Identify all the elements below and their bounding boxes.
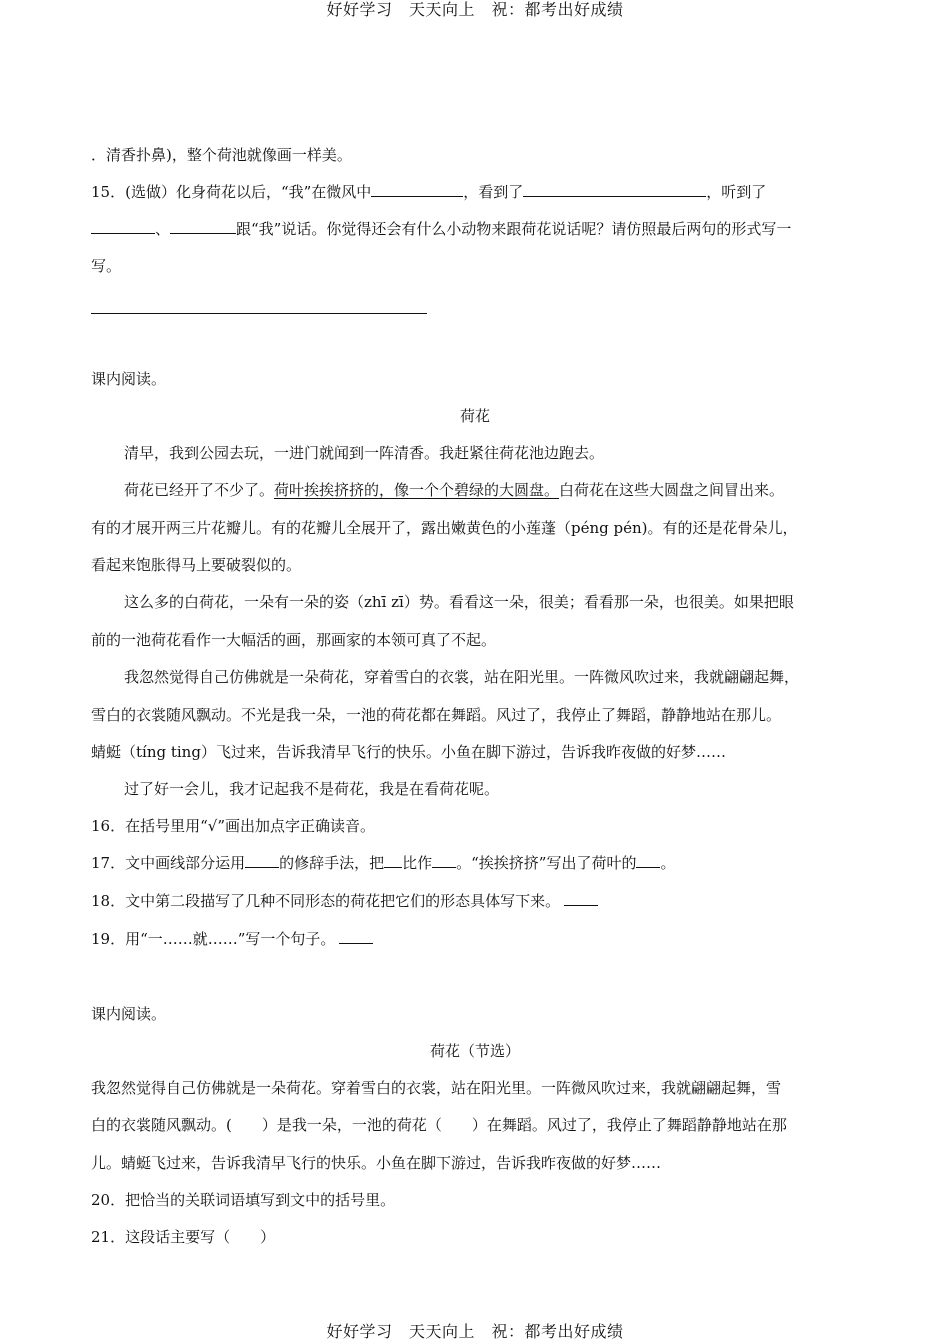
question-18 (91, 891, 871, 911)
q17-text: 的修辞手法，把 (279, 854, 385, 872)
question-21: 21．这段话主要写（ ） (91, 1228, 276, 1246)
passage-line: 清早，我到公园去玩，一进门就闻到一阵清香。我赶紧往荷花池边跑去。 (124, 444, 605, 462)
passage-text: 白荷花在这些大圆盘之间冒出来。 (559, 481, 785, 499)
question-15 (91, 182, 871, 202)
question-19 (91, 929, 871, 949)
answer-blank[interactable] (371, 182, 463, 197)
q19-text: 19．用“一……就……”写一个句子。 (91, 930, 336, 948)
q17-text: 。“挨挨挤挤”写出了荷叶的 (456, 854, 637, 872)
passage-line: 有的才展开两三片花瓣儿。有的花瓣儿全展开了，露出嫩黄色的小莲蓬（péng pén)。有的还是花骨朵儿， (91, 519, 798, 537)
text-line: ．清香扑鼻)，整个荷池就像画一样美。 (91, 146, 352, 164)
question-16: 16．在括号里用“√”画出加点字正确读音。 (91, 817, 375, 835)
underlined-sentence: 荷叶挨挨挤挤的，像一个个碧绿的大圆盘。 (274, 481, 560, 499)
passage-line: 雪白的衣裳随风飘动。不光是我一朵，一池的荷花都在舞蹈。风过了，我停止了舞蹈，静静地站在那儿。 (91, 706, 782, 724)
question-17 (91, 853, 871, 873)
q17-text: 17．文中画线部分运用 (91, 854, 246, 872)
section-label: 课内阅读。 (91, 370, 167, 388)
passage-line: 这么多的白荷花，一朵有一朵的姿（zhī zī）势。看看这一朵，很美；看看那一朵，也很美。如果把眼 (124, 593, 794, 611)
page-header: 好好学习 天天向上 祝：都考出好成绩 (326, 0, 624, 19)
passage-title: 荷花 (459, 407, 490, 425)
passage-line: 前的一池荷花看作一大幅活的画，那画家的本领可真了不起。 (91, 631, 497, 649)
passage-line (124, 480, 904, 500)
passage-line: 我忽然觉得自己仿佛就是一朵荷花，穿着雪白的衣裳，站在阳光里。一阵微风吹过来，我就翩翩起舞， (124, 668, 800, 686)
answer-line[interactable] (91, 313, 427, 314)
q15-text: 跟“我”说话。你觉得还会有什么小动物来跟荷花说话呢？请仿照最后两句的形式写一 (236, 220, 792, 238)
answer-blank[interactable] (564, 891, 598, 906)
answer-blank[interactable] (245, 853, 279, 868)
passage-line: 白的衣裳随风飘动。( ）是我一朵，一池的荷花（ ）在舞蹈。风过了，我停止了舞蹈静静地站在那 (91, 1116, 787, 1134)
passage-line: 看起来饱胀得马上要破裂似的。 (91, 556, 302, 574)
answer-blank[interactable] (384, 853, 402, 868)
q15-text: ，听到了 (706, 183, 767, 201)
answer-blank[interactable] (636, 853, 660, 868)
q18-text: 18．文中第二段描写了几种不同形态的荷花把它们的形态具体写下来。 (91, 892, 561, 910)
q15-text: 、 (155, 220, 171, 238)
passage-line: 我忽然觉得自己仿佛就是一朵荷花。穿着雪白的衣裳，站在阳光里。一阵微风吹过来，我就翩翩起舞，雪 (91, 1079, 782, 1097)
answer-blank[interactable] (432, 853, 456, 868)
question-15-cont (91, 219, 871, 239)
q15-text: 写。 (91, 257, 122, 275)
passage-line: 儿。蜻蜓飞过来，告诉我清早飞行的快乐。小鱼在脚下游过，告诉我昨夜做的好梦…… (91, 1154, 662, 1172)
answer-blank[interactable] (523, 182, 706, 197)
answer-blank[interactable] (339, 929, 373, 944)
passage-line: 蜻蜓（tíng ting）飞过来，告诉我清早飞行的快乐。小鱼在脚下游过，告诉我昨夜做的好梦…… (91, 743, 726, 761)
section-label: 课内阅读。 (91, 1005, 167, 1023)
q17-text: 比作 (402, 854, 433, 872)
answer-blank[interactable] (91, 219, 155, 234)
page-footer: 好好学习 天天向上 祝：都考出好成绩 (326, 1322, 624, 1341)
question-20: 20．把恰当的关联词语填写到文中的括号里。 (91, 1191, 396, 1209)
passage-line: 过了好一会儿，我才记起我不是荷花，我是在看荷花呢。 (124, 780, 500, 798)
q17-text: 。 (660, 854, 676, 872)
passage-text: 荷花已经开了不少了。 (124, 481, 275, 499)
q15-text: 15．(选做）化身荷花以后，“我”在微风中 (91, 183, 372, 201)
passage-title: 荷花（节选） (429, 1042, 520, 1060)
q15-text: ，看到了 (463, 183, 524, 201)
answer-blank[interactable] (170, 219, 236, 234)
